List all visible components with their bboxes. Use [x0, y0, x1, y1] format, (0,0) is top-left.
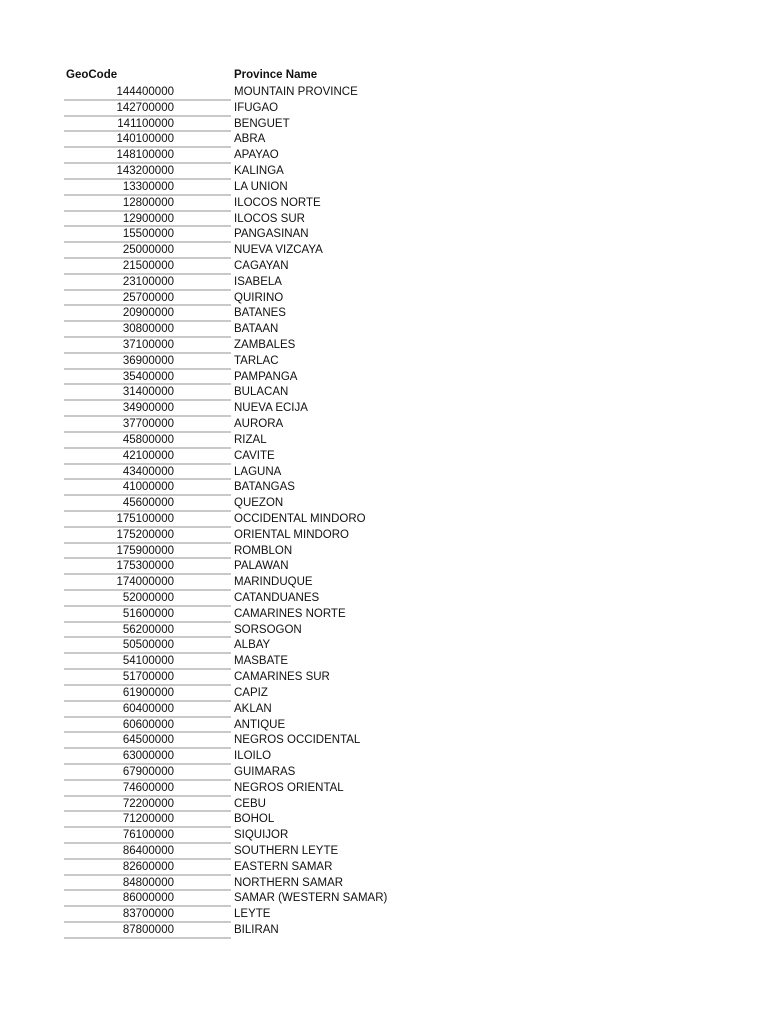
- geocode-cell: 37700000: [122, 418, 174, 431]
- table-row: [64, 544, 464, 560]
- geocode-cell: 50500000: [122, 639, 174, 652]
- table-row: [64, 891, 464, 907]
- province-name-cell: AKLAN: [234, 702, 272, 715]
- geocode-cell: 82600000: [122, 860, 174, 873]
- table-row: [64, 291, 464, 307]
- province-name-cell: BATANGAS: [234, 481, 295, 494]
- geocode-cell: 63000000: [122, 750, 174, 763]
- province-name-cell: PANGASINAN: [234, 228, 309, 241]
- geocode-cell: 15500000: [122, 228, 174, 241]
- table-row: [64, 607, 464, 623]
- province-name-cell: RIZAL: [234, 433, 267, 446]
- province-name-cell: NUEVA ECIJA: [234, 402, 308, 415]
- table-row: [64, 528, 464, 544]
- province-name-cell: SAMAR (WESTERN SAMAR): [234, 892, 388, 905]
- table-row: [64, 148, 464, 164]
- geocode-cell: 76100000: [122, 829, 174, 842]
- table-row: [64, 275, 464, 291]
- table-row: [64, 401, 464, 417]
- province-name-cell: LEYTE: [234, 908, 271, 921]
- table-row: [64, 702, 464, 718]
- geocode-cell: 42100000: [122, 449, 174, 462]
- table-row: [64, 765, 464, 781]
- geocode-cell: 35400000: [122, 370, 174, 383]
- table-row: [64, 164, 464, 180]
- province-name-cell: ISABELA: [234, 275, 282, 288]
- province-name-cell: SOUTHERN LEYTE: [234, 845, 339, 857]
- province-name-column-header: Province Name: [234, 69, 318, 81]
- table-row: [64, 876, 464, 892]
- province-name-cell: IFUGAO: [234, 101, 279, 114]
- province-name-cell: MARINDUQUE: [234, 576, 313, 589]
- table-row: [64, 654, 464, 670]
- geocode-cell: 61900000: [122, 686, 174, 699]
- province-name-cell: BULACAN: [234, 386, 289, 399]
- province-name-cell: SORSOGON: [234, 623, 302, 636]
- table-header: [64, 69, 464, 85]
- province-name-cell: CEBU: [234, 797, 266, 810]
- geocode-cell: 72200000: [122, 797, 174, 810]
- province-name-cell: LAGUNA: [234, 465, 282, 478]
- province-name-cell: BILIRAN: [234, 924, 279, 937]
- table-row: [64, 322, 464, 338]
- province-name-cell: ROMBLON: [234, 544, 293, 557]
- geocode-cell: 25700000: [122, 291, 174, 304]
- geocode-cell: 84800000: [122, 876, 174, 889]
- geocode-cell: 56200000: [122, 623, 174, 636]
- geocode-cell: 148100000: [116, 149, 174, 162]
- geocode-cell: 45600000: [122, 497, 174, 510]
- geocode-cell: 51700000: [122, 671, 174, 684]
- province-name-cell: NUEVA VIZCAYA: [234, 244, 323, 257]
- table-row: [64, 480, 464, 496]
- table-row: [64, 686, 464, 702]
- province-name-cell: GUIMARAS: [234, 765, 296, 778]
- geocode-cell: 67900000: [122, 765, 174, 778]
- table-row: [64, 354, 464, 370]
- table-row: [64, 749, 464, 765]
- geocode-cell: 86000000: [122, 892, 174, 905]
- geocode-cell: 51600000: [122, 607, 174, 620]
- geocode-cell: 20900000: [122, 307, 174, 320]
- province-name-cell: LA UNION: [234, 180, 288, 193]
- province-name-cell: ZAMBALES: [234, 339, 296, 351]
- table-row: [64, 718, 464, 734]
- table-row: [64, 117, 464, 133]
- province-name-cell: BENGUET: [234, 117, 290, 130]
- geocode-cell: 21500000: [122, 259, 174, 272]
- province-name-cell: NORTHERN SAMAR: [234, 876, 344, 889]
- geocode-cell: 60400000: [122, 702, 174, 715]
- geocode-cell: 175200000: [116, 528, 174, 541]
- province-name-cell: MASBATE: [234, 655, 289, 668]
- province-name-cell: APAYAO: [234, 149, 279, 162]
- geocode-cell: 41000000: [122, 481, 174, 494]
- geocode-cell: 45800000: [122, 433, 174, 446]
- geocode-cell: 71200000: [122, 813, 174, 826]
- geocode-cell: 25000000: [122, 244, 174, 257]
- table-row: [64, 417, 464, 433]
- table-row: [64, 733, 464, 749]
- table-row: [64, 243, 464, 259]
- province-name-cell: ILOILO: [234, 750, 272, 763]
- table-row: [64, 370, 464, 386]
- geocode-cell: 13300000: [122, 180, 174, 193]
- province-name-cell: KALINGA: [234, 165, 284, 178]
- geocode-cell: 60600000: [122, 718, 174, 731]
- geocode-cell: 86400000: [122, 845, 174, 857]
- table-row: [64, 196, 464, 212]
- province-name-cell: CAGAYAN: [234, 259, 289, 272]
- geocode-cell: 36900000: [122, 354, 174, 367]
- province-name-cell: CAMARINES NORTE: [234, 607, 346, 620]
- province-name-cell: BATAAN: [234, 323, 279, 336]
- geocode-cell: 83700000: [122, 908, 174, 921]
- table-row: [64, 812, 464, 828]
- province-name-cell: QUEZON: [234, 497, 284, 510]
- province-name-cell: CAVITE: [234, 449, 275, 462]
- geocode-cell: 12800000: [122, 196, 174, 209]
- table-row: [64, 465, 464, 481]
- province-name-cell: ORIENTAL MINDORO: [234, 528, 350, 541]
- geocode-cell: 64500000: [122, 734, 174, 747]
- table-row: [64, 449, 464, 465]
- geocode-cell: 34900000: [122, 402, 174, 415]
- province-name-cell: QUIRINO: [234, 291, 284, 304]
- geocode-cell: 144400000: [116, 86, 174, 98]
- table-row: [64, 385, 464, 401]
- table-row: [64, 860, 464, 876]
- province-name-cell: AURORA: [234, 418, 284, 431]
- province-name-cell: NEGROS OCCIDENTAL: [234, 734, 361, 747]
- province-name-cell: OCCIDENTAL MINDORO: [234, 512, 366, 525]
- province-table: [64, 69, 464, 939]
- province-name-cell: EASTERN SAMAR: [234, 860, 333, 873]
- geocode-cell: 43400000: [122, 465, 174, 478]
- table-row: [64, 623, 464, 639]
- table-row: [64, 781, 464, 797]
- table-row: [64, 907, 464, 923]
- province-name-cell: ILOCOS NORTE: [234, 196, 321, 209]
- geocode-cell: 141100000: [117, 117, 174, 130]
- province-name-cell: ANTIQUE: [234, 718, 286, 731]
- geocode-cell: 175300000: [116, 560, 174, 573]
- table-row: [64, 797, 464, 813]
- province-name-cell: BOHOL: [234, 813, 275, 826]
- geocode-cell: 87800000: [122, 924, 174, 937]
- geocode-cell: 142700000: [116, 101, 174, 114]
- table-row: [64, 496, 464, 512]
- table-row: [64, 923, 464, 939]
- geocode-cell: 31400000: [122, 386, 174, 399]
- geocode-cell: 143200000: [116, 165, 174, 178]
- province-name-cell: ALBAY: [234, 639, 271, 652]
- table-row: [64, 180, 464, 196]
- table-row: [64, 212, 464, 228]
- table-row: [64, 512, 464, 528]
- province-name-cell: ILOCOS SUR: [234, 212, 305, 225]
- province-name-cell: SIQUIJOR: [234, 829, 289, 842]
- geocode-cell: 23100000: [122, 275, 174, 288]
- table-row: [64, 670, 464, 686]
- geocode-cell: 175900000: [116, 544, 174, 557]
- province-name-cell: CAPIZ: [234, 686, 268, 699]
- table-row: [64, 828, 464, 844]
- table-row: [64, 306, 464, 322]
- province-name-cell: BATANES: [234, 307, 286, 320]
- table-body: [64, 85, 464, 939]
- geocode-cell: 175100000: [116, 512, 174, 525]
- table-row: [64, 85, 464, 101]
- table-row: [64, 575, 464, 591]
- geocode-cell: 30800000: [122, 323, 174, 336]
- province-name-cell: TARLAC: [234, 354, 279, 367]
- province-name-cell: CATANDUANES: [234, 592, 320, 604]
- province-name-cell: ABRA: [234, 133, 266, 146]
- province-name-cell: PAMPANGA: [234, 370, 298, 383]
- geocode-cell: 140100000: [116, 133, 174, 146]
- province-name-cell: PALAWAN: [234, 560, 289, 573]
- geocode-cell: 12900000: [122, 212, 174, 225]
- province-name-cell: CAMARINES SUR: [234, 671, 330, 684]
- table-row: [64, 591, 464, 607]
- table-row: [64, 101, 464, 117]
- table-row: [64, 433, 464, 449]
- table-row: [64, 338, 464, 354]
- geocode-column-header: GeoCode: [66, 69, 118, 81]
- geocode-cell: 174000000: [116, 576, 174, 589]
- province-name-cell: NEGROS ORIENTAL: [234, 781, 344, 794]
- table-row: [64, 132, 464, 148]
- row-divider: [64, 937, 231, 939]
- table-row: [64, 638, 464, 654]
- geocode-cell: 52000000: [122, 592, 174, 604]
- geocode-cell: 37100000: [122, 339, 174, 351]
- table-row: [64, 559, 464, 575]
- geocode-cell: 74600000: [122, 781, 174, 794]
- province-name-cell: MOUNTAIN PROVINCE: [234, 86, 358, 98]
- table-row: [64, 227, 464, 243]
- table-row: [64, 844, 464, 860]
- table-row: [64, 259, 464, 275]
- geocode-cell: 54100000: [122, 655, 174, 668]
